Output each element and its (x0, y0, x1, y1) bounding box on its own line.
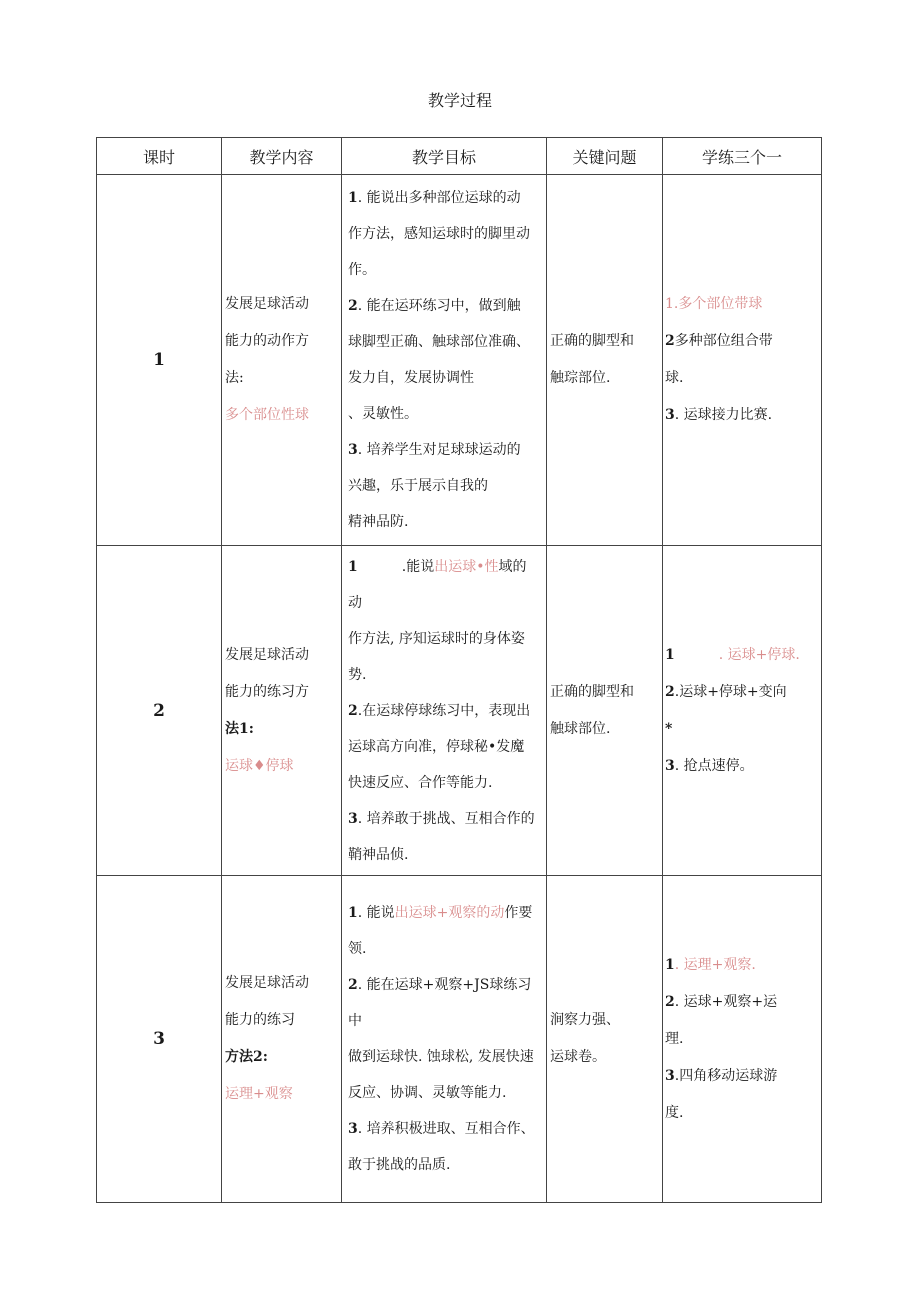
practice-line: 2. 运球+观察+运 (665, 993, 778, 1010)
content-topic: 多个部位性球 (225, 407, 309, 423)
practice-line: 3. 抢点速停。 (665, 757, 754, 774)
practice-line: 度. (665, 1104, 684, 1121)
key-question-cell (547, 175, 663, 546)
content-line: 能力的练习方 (225, 683, 309, 700)
header-content: 教学内容 (222, 138, 342, 175)
table-row (97, 876, 822, 1203)
goal-line: 快速反应、合作等能力. (348, 774, 493, 791)
header-key-question: 关键问题 (547, 138, 663, 175)
goal-line: 动 (348, 594, 362, 611)
key-question-cell (547, 546, 663, 876)
goal-line: 3. 培养积极进取、互相合作、 (348, 1121, 535, 1137)
content-cell (222, 546, 342, 876)
table-header-row (97, 138, 822, 175)
goals-cell (342, 876, 547, 1203)
goal-line: 发力自，发展协调性 (348, 370, 474, 386)
key-line: 运球卷。 (550, 1049, 606, 1065)
goals-cell (342, 175, 547, 546)
content-topic: 运球♦停球 (225, 757, 294, 774)
practice-line: 1. 运理+观察. (665, 956, 756, 973)
lesson-number: 2 (97, 546, 222, 876)
lesson-number: 3 (97, 876, 222, 1203)
practice-line: 理. (665, 1030, 684, 1047)
content-line: 发展足球活动 (225, 646, 309, 663)
goal-line: 作。 (348, 262, 376, 278)
practice-line: 2多种部位组合带 (665, 333, 773, 349)
goals-cell (342, 546, 547, 876)
content-line: 发展足球活动 (225, 296, 309, 312)
practice-line: 2.运球+停球+变向 (665, 683, 787, 700)
goal-line: 运球高方向准，停球秘•发魔 (348, 738, 525, 755)
goal-line: 势. (348, 666, 367, 683)
goal-line: 作方法, 序知运球时的身体姿 (348, 630, 525, 647)
teaching-process-table (96, 137, 822, 1203)
goal-line: 3. 培养敢于挑战、互相合作的 (348, 810, 535, 827)
practice-line: 球. (665, 370, 684, 386)
practice-line: * (665, 720, 673, 737)
content-line: 能力的动作方 (225, 333, 309, 349)
lesson-number: 1 (97, 175, 222, 546)
goal-line: 做到运球快. 蚀球松, 发展快速 (348, 1049, 534, 1065)
goal-line: 1. 能说出运球+观察的动作要 (348, 905, 533, 921)
practice-line: 1.多个部位带球 (665, 296, 763, 312)
goal-line: 反应、协调、灵敏等能力. (348, 1085, 507, 1101)
key-line: 触琮部位. (550, 370, 611, 386)
practice-cell (663, 175, 822, 546)
content-line: 法1: (225, 720, 254, 737)
table-row (97, 546, 822, 876)
goal-line: 1. 能说出多种部位运球的动 (348, 190, 521, 206)
goal-line: 2. 能在运环练习中，做到触 (348, 298, 521, 314)
header-lesson: 课时 (97, 138, 222, 175)
goal-line: 作方法，感知运球时的脚里动 (348, 226, 530, 242)
practice-line: 1 . 运球+停球. (665, 646, 800, 663)
content-line: 法: (225, 370, 244, 386)
key-line: 触球部位. (550, 720, 611, 737)
header-practice: 学练三个一 (663, 138, 822, 175)
content-cell (222, 876, 342, 1203)
practice-line: 3.四角移动运球游 (665, 1067, 778, 1084)
goal-line: 敢于挑战的品质. (348, 1157, 451, 1173)
header-goals: 教学目标 (342, 138, 547, 175)
goal-line: 领. (348, 941, 367, 957)
goal-line: 3. 培养学生对足球球运动的 (348, 442, 521, 458)
key-line: 涧察力强、 (550, 1012, 620, 1028)
goal-line: 兴趣，乐于展示自我的 (348, 478, 488, 494)
key-line: 正确的脚型和 (550, 683, 634, 700)
goal-line: 精神品防. (348, 514, 409, 530)
key-question-cell (547, 876, 663, 1203)
goal-line: 1 .能说出运球•性域的 (348, 558, 527, 575)
content-topic: 运理+观察 (225, 1086, 293, 1102)
goal-line: 2.在运球停球练习中，表现出 (348, 702, 531, 719)
table-row (97, 175, 822, 546)
content-cell (222, 175, 342, 546)
content-line: 方法2: (225, 1049, 268, 1065)
content-line: 发展足球活动 (225, 975, 309, 991)
page-title: 教学过程 (427, 91, 492, 110)
practice-cell (663, 546, 822, 876)
goal-line: 球脚型正确、触球部位准确、 (348, 334, 530, 350)
key-line: 正确的脚型和 (550, 333, 634, 349)
content-line: 能力的练习 (225, 1012, 295, 1028)
practice-line: 3. 运球接力比赛. (665, 407, 773, 423)
goal-line: 、灵敏性。 (348, 406, 418, 422)
goal-line: 鞘神品侦. (348, 846, 409, 863)
practice-cell (663, 876, 822, 1203)
goal-line: 2. 能在运球+观察+JS球练习中 (348, 977, 532, 1029)
